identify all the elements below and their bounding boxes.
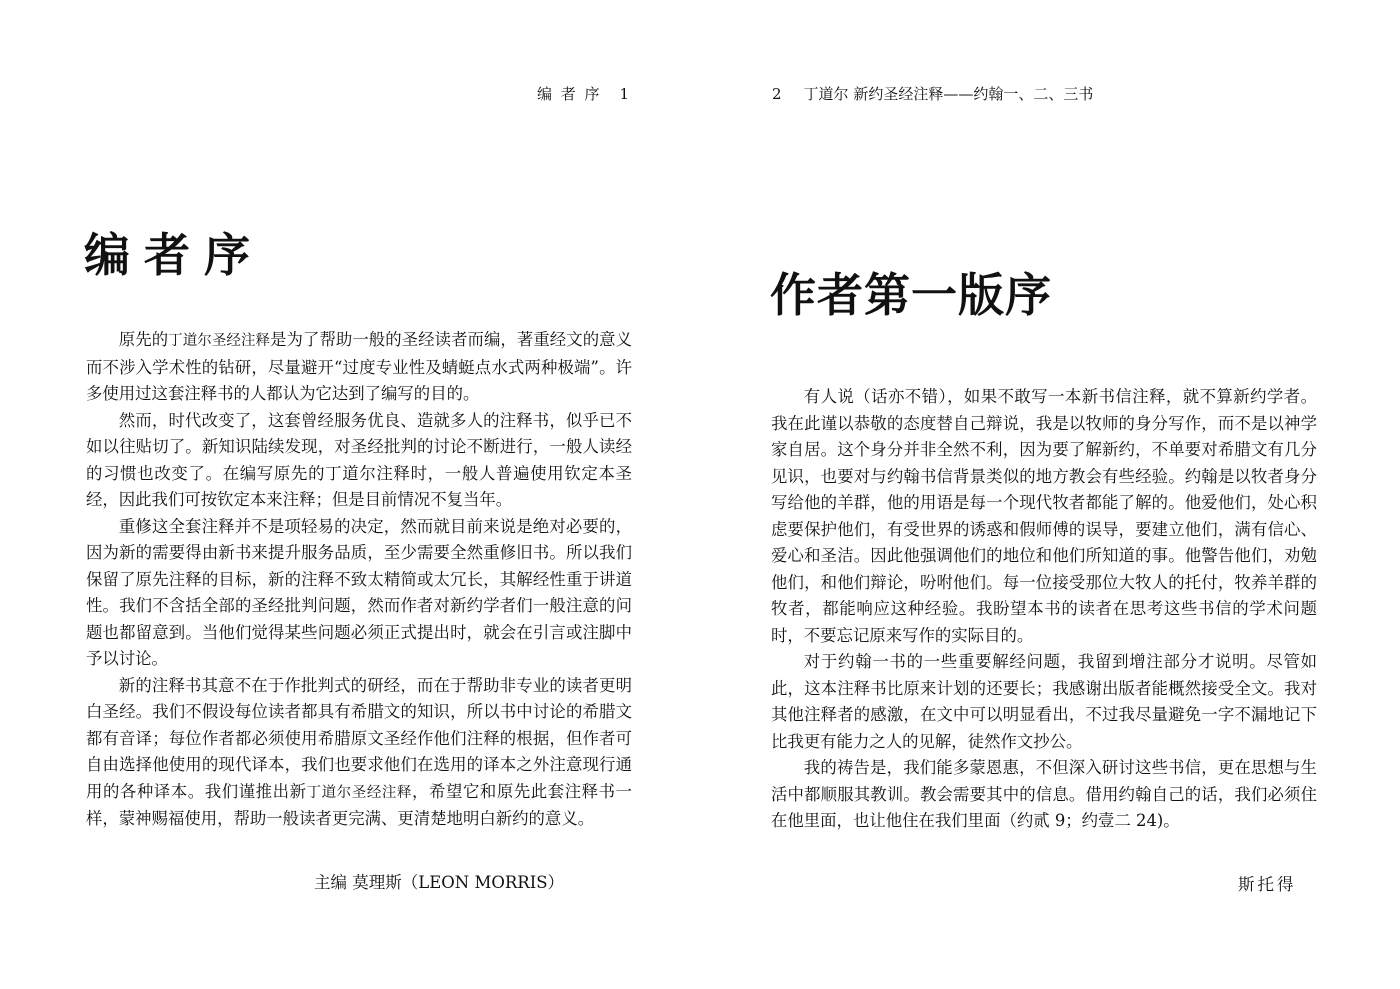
text-run: 是为了帮助一般的圣经读者而编，著重经文的意义而不涉入学术性的钻研，尽量避开“过度专业性及蜻蜓点水式两种极端”。许多使用过这套注释书的人都认为它达到了编写的目的。 xyxy=(86,330,632,403)
book-title: 丁道尔圣经注释 xyxy=(306,784,413,801)
right-page xyxy=(700,0,1400,989)
running-head-title: 编 者 序 xyxy=(537,85,602,103)
page-heading: 作者第一版序 xyxy=(770,268,1052,322)
author-signature: 斯托得 xyxy=(1238,875,1297,894)
text-run: 新的注释书其意不在于作批判式的研经，而在于帮助非专业的读者更明白圣经。我们不假设每位读者都具有希腊文的知识，所以书中讨论的希腊文都有音译；每位作者都必须使用希腊原文圣经作他们注释的根据，但作者可自由选择他使用的现代译本，我们也要求他们在选用的译本之外注意现行通用的各种译本。我们谨推出新 xyxy=(86,675,632,801)
body-text xyxy=(86,327,632,833)
editor-signature: 主编 莫理斯（LEON MORRIS） xyxy=(314,873,565,892)
running-head-right xyxy=(772,83,1093,104)
running-head-left xyxy=(537,83,631,104)
running-head-title: 丁道尔 新约圣经注释——约翰一、二、三书 xyxy=(803,85,1094,103)
page-number: 2 xyxy=(772,85,782,103)
book-title: 丁道尔圣经注释 xyxy=(168,333,271,349)
paragraph xyxy=(86,327,632,408)
page-heading: 编者序 xyxy=(84,228,264,282)
page-number: 1 xyxy=(619,85,632,103)
paragraph: 然而，时代改变了，这套曾经服务优良、造就多人的注释书，似乎已不如以往贴切了。新知识陆续发现，对圣经批判的讨论不断进行，一般人读经的习惯也改变了。在编写原先的丁道尔注释时，一般人普遍使用钦定本圣经，因此我们可按钦定本来注释；但是目前情况不复当年。 xyxy=(86,410,632,509)
paragraph: 对于约翰一书的一些重要解经问题，我留到增注部分才说明。尽管如此，这本注释书比原来计划的还要长；我感谢出版者能概然接受全文。我对其他注释者的感激，在文中可以明显看出，不过我尽量避免一字不漏地记下比我更有能力之人的见解，徒然作文抄公。 xyxy=(771,652,1317,751)
body-text xyxy=(771,384,1317,835)
paragraph: 我的祷告是，我们能多蒙恩惠，不但深入研讨这些书信，更在思想与生活中都顺服其教训。教会需要其中的信息。借用约翰自己的话，我们必须住在他里面，也让他住在我们里面（约贰 9；约壹二 24)。 xyxy=(771,758,1317,830)
paragraph: 重修这全套注释并不是项轻易的决定，然而就目前来说是绝对必要的，因为新的需要得由新书来提升服务品质，至少需要全然重修旧书。所以我们保留了原先注释的目标，新的注释不致太精简或太冗长，其解经性重于讲道性。我们不含括全部的圣经批判问题，然而作者对新约学者们一般注意的问题也都留意到。当他们觉得某些问题必须正式提出时，就会在引言或注脚中予以讨论。 xyxy=(86,516,632,668)
text-run: 原先的 xyxy=(118,330,169,349)
text-run: ，希望它和原先此套注释书一样，蒙神赐福使用，帮助一般读者更完满、更清楚地明白新约的意义。 xyxy=(86,781,633,828)
paragraph xyxy=(86,673,632,833)
paragraph: 有人说（话亦不错），如果不敢写一本新书信注释，就不算新约学者。我在此谨以恭敬的态度替自己辩说，我是以牧师的身分写作，而不是以神学家自居。这个身分并非全然不利，因为要了解新约，不单要对希腊文有几分见识，也要对与约翰书信背景类似的地方教会有些经验。约翰是以牧者身分写给他的羊群，他的用语是每一个现代牧者都能了解的。他爱他们，处心积虑要保护他们，有受世界的诱惑和假师傅的误导，要建立他们，满有信心、爱心和圣洁。因此他强调他们的地位和他们所知道的事。他警告他们，劝勉他们，和他们辩论，吩咐他们。每一位接受那位大牧人的托付，牧养羊群的牧者，都能响应这种经验。我盼望本书的读者在思考这些书信的学术问题时，不要忘记原来写作的实际目的。 xyxy=(771,387,1317,645)
